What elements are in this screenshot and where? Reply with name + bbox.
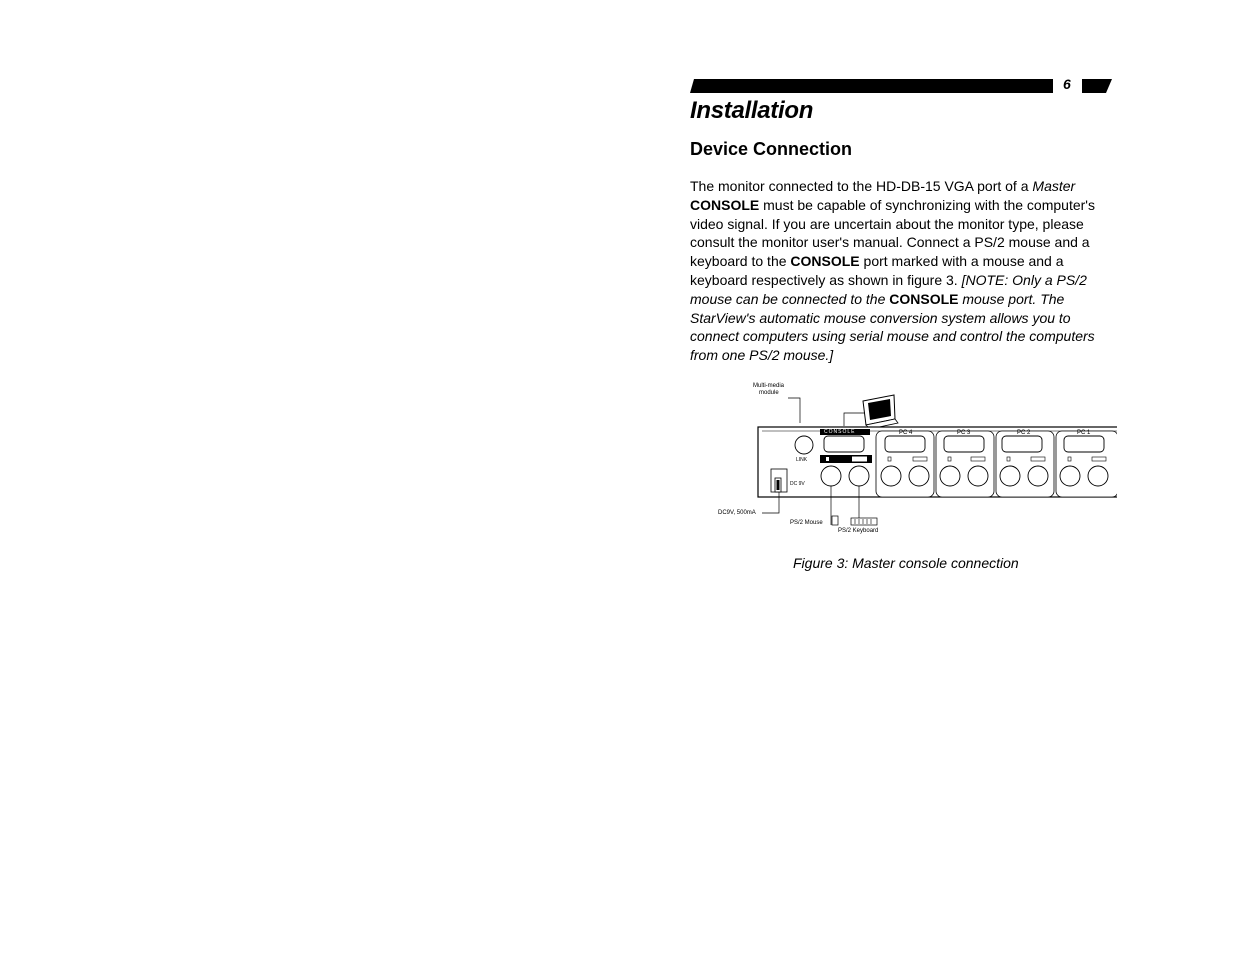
label-dc: DC 9V: [790, 481, 805, 487]
text-run-bold: CONSOLE: [690, 196, 760, 213]
label-multimedia: Multi-media: [753, 383, 785, 389]
label-ps2-mouse: PS/2 Mouse: [790, 520, 823, 526]
label-pc4: PC 4: [899, 430, 913, 436]
section-title: Installation: [690, 97, 814, 124]
label-pc2: PC 2: [1017, 430, 1031, 436]
pc4-group: [876, 431, 934, 497]
figure-caption: Figure 3: Master console connection: [793, 555, 1019, 571]
text-run-italic: mouse port. The StarView's automatic mouse conversion system allows you to connect computers using serial mouse and control the computers from one PS/2 mouse.]: [690, 290, 1095, 364]
text-run-italic: [NOTE: Only a PS/2 mouse can be connected to the: [690, 271, 1087, 307]
text-run: must be capable of synchronizing with the computer's video signal. If you are uncertain about the monitor type, please consult the monitor user's manual. Connect a PS/2 mouse and a keyboard to the: [690, 196, 1095, 270]
label-pc3: PC 3: [957, 430, 971, 436]
text-run: The monitor connected to the HD-DB-15 VGA port of a: [690, 178, 1033, 194]
page-number: 6: [1063, 76, 1071, 92]
label-ps2-keyboard: PS/2 Keyboard: [838, 528, 879, 534]
monitor-icon: [863, 395, 898, 429]
text-run-bold: CONSOLE: [889, 290, 959, 307]
pc3-group: [936, 431, 994, 497]
kvm-rear-panel-diagram: [712, 385, 1117, 545]
header-rule: [690, 79, 1115, 93]
text-run: port marked with a mouse and a keyboard respectively as shown in figure 3.: [690, 253, 1064, 288]
master-console-figure: [712, 385, 1117, 550]
label-power: DC9V, 500mA: [718, 510, 756, 516]
label-link: LINK: [796, 457, 808, 463]
label-pc1: PC 1: [1077, 430, 1091, 436]
text-run-bold: CONSOLE: [790, 253, 860, 270]
pc1-group: [1056, 431, 1117, 497]
pc2-group: [996, 431, 1054, 497]
text-run-italic: Master: [1032, 178, 1076, 194]
header-bar: [690, 79, 1115, 93]
label-console: CONSOLE: [824, 429, 856, 435]
label-module: module: [759, 390, 779, 396]
body-paragraph: [690, 177, 1110, 365]
subsection-title: Device Connection: [690, 139, 853, 159]
manual-page: [690, 75, 1115, 595]
